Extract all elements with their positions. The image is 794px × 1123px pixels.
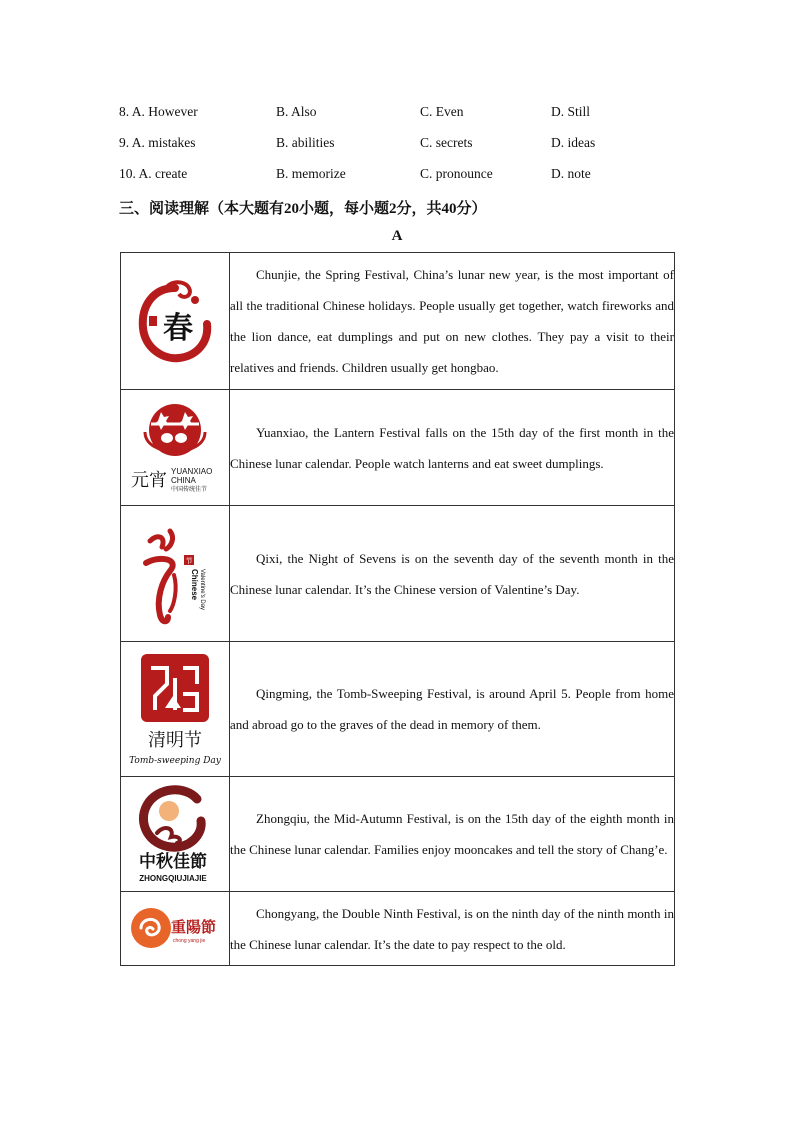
chongyang-logo-icon: [127, 902, 223, 956]
svg-text:节: 节: [185, 556, 193, 565]
qixi-logo-icon: [140, 519, 210, 629]
zhongqiu-logo-icon: [127, 781, 223, 887]
logo-cell: [121, 642, 230, 777]
option-row-10: [119, 166, 679, 186]
svg-text:ZHONGQIUJIAJIE: ZHONGQIUJIAJIE: [139, 874, 207, 883]
svg-text:清明节: 清明节: [148, 730, 202, 751]
festival-text: Chunjie, the Spring Festival, China’s lunar new year, is the most important of all the traditional Chinese holidays. People usually get together, watch fireworks and the lion dance, eat dumplings and put on new clothes. They pay a visit to their relatives and friends. Children usually get hongbao.: [230, 253, 675, 390]
festival-text: Qixi, the Night of Sevens is on the seventh day of the seventh month in the Chinese lunar calendar. It’s the Chinese version of Valentine’s Day.: [230, 506, 675, 642]
passage-label: A: [391, 228, 403, 244]
yuanxiao-logo-icon: [129, 398, 221, 498]
svg-text:Chinese: Chinese: [190, 568, 199, 600]
option-d: D. Still: [551, 104, 591, 119]
svg-text:Valentine's Day: Valentine's Day: [199, 568, 205, 610]
logo-cell: [121, 253, 230, 390]
option-c: C. secrets: [420, 135, 473, 150]
option-b: B. Also: [276, 104, 317, 119]
option-b: B. abilities: [276, 135, 335, 150]
option-a: 10. A. create: [119, 166, 188, 181]
table-row: [121, 390, 675, 506]
logo-cell: [121, 506, 230, 642]
table-row: [121, 642, 675, 777]
festival-text: Qingming, the Tomb-Sweeping Festival, is around April 5. People from home and abroad go to the graves of the dead in memory of them.: [230, 642, 675, 777]
table-row: [121, 777, 675, 892]
svg-text:Tomb-sweeping Day: Tomb-sweeping Day: [129, 756, 221, 766]
logo-cell: [121, 777, 230, 892]
logo-cell: [121, 390, 230, 506]
table-row: [121, 253, 675, 390]
option-d: D. ideas: [551, 135, 596, 150]
option-b: B. memorize: [276, 166, 346, 181]
svg-text:重陽節: 重陽節: [171, 917, 217, 936]
festival-text: Zhongqiu, the Mid-Autumn Festival, is on the 15th day of the eighth month in the Chinese lunar calendar. Families enjoy mooncakes and tell the story of Chang’e.: [230, 777, 675, 892]
table-row: [121, 506, 675, 642]
qingming-logo-icon: [127, 648, 223, 770]
section-heading: 三、阅读理解（本大题有20小题，每小题2分，共40分）: [119, 201, 487, 217]
option-a: 8. A. However: [119, 104, 198, 119]
logo-cell: [121, 892, 230, 966]
svg-text:元宵: 元宵: [131, 469, 167, 491]
option-c: C. pronounce: [420, 166, 493, 181]
svg-text:中国传统佳节: 中国传统佳节: [171, 485, 208, 493]
svg-text:YUANXIAO: YUANXIAO: [171, 466, 213, 476]
svg-text:中秋佳節: 中秋佳節: [139, 852, 207, 872]
chunjie-logo-icon: [135, 276, 215, 366]
festival-text: Chongyang, the Double Ninth Festival, is on the ninth day of the ninth month in the Chinese lunar calendar. It’s the date to pay respect to the old.: [230, 892, 675, 966]
option-row-9: [119, 135, 679, 155]
svg-text:春: 春: [163, 311, 193, 346]
option-d: D. note: [551, 166, 591, 181]
option-c: C. Even: [420, 104, 464, 119]
option-a: 9. A. mistakes: [119, 135, 196, 150]
svg-text:CHINA: CHINA: [171, 475, 196, 485]
option-row-8: [119, 104, 679, 124]
table-row: [121, 892, 675, 966]
festival-text: Yuanxiao, the Lantern Festival falls on the 15th day of the first month in the Chinese lunar calendar. People watch lanterns and eat sweet dumplings.: [230, 390, 675, 506]
svg-text:chong yang jie: chong yang jie: [173, 937, 206, 944]
festival-table: [120, 252, 675, 966]
